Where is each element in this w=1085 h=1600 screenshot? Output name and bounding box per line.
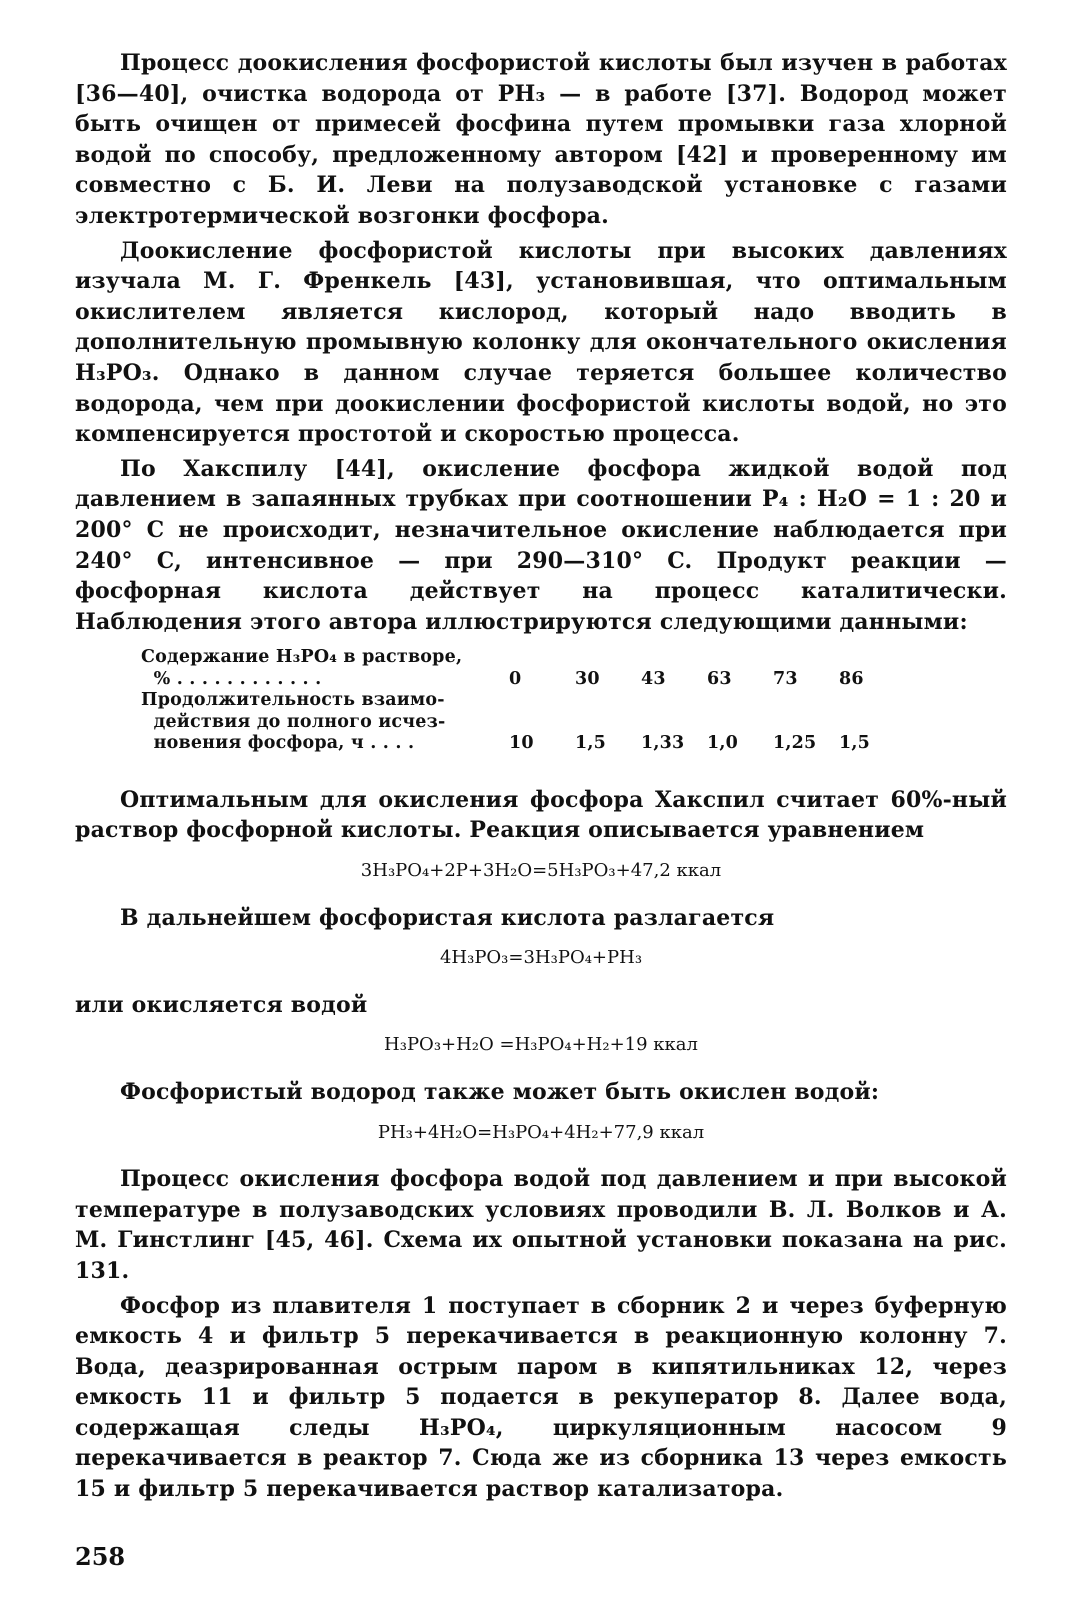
paragraph-or: или окисляется водой [75,991,368,1018]
table-cell: 30 [575,668,600,689]
table-cell: 73 [773,668,798,689]
table-cell: 1,5 [839,733,871,754]
paragraph-2: Доокисление фосфористой кислоты при высоких давлениях изучала М. Г. Френкель [43], установившая, что оптимальным окислителем является кислород, который надо вводить в дополнительную промывную колонку для окончательного окисления H₃PO₃. Однако в данном случае теряется большее количество водорода, чем при доокислении фосфористой кислоты водой, но это компенсируется простотой и скоростью процесса. [75,237,1007,448]
body-text [75,48,1007,1509]
equation-4: PH₃+4H₂O=H₃PO₄+4H₂+77,9 ккал [377,1121,705,1143]
table-cell: 1,25 [773,733,817,754]
paragraph-5: Фосфор из плавителя 1 поступает в сборник 2 и через буферную емкость 4 и фильтр 5 перекачивается в реакционную колонну 7. Вода, деазрированная острым паром в кипятильниках 12, через емкость 11 и фильтр 5 подается в рекуператор 8. Далее вода, содержащая следы H₃PO₄, циркуляционным насосом 9 перекачивается в реактор 7. Сюда же из сборника 13 через емкость 15 и фильтр 5 перекачивается раствор катализатора. [75,1292,1007,1503]
data-table [141,647,1007,755]
table-row2-label: Продолжительность взаимо- действия до полного исчез- новения фосфора, ч . . . . [141,690,446,754]
table-cell: 1,33 [641,733,685,754]
paragraph-4: Процесс окисления фосфора водой под давлением и при высокой температуре в полузаводских условиях проводили В. Л. Волков и А. М. Гинстлинг [45, 46]. Схема их опытной установки показана на рис. 131. [75,1166,1007,1284]
paragraph-decomposition: В дальнейшем фосфористая кислота разлагается [120,904,775,931]
paragraph-3: По Хакспилу [44], окисление фосфора жидкой водой под давлением в запаянных трубках при соотношении P₄ : H₂O = 1 : 20 и 200° C не происходит, незначительное окисление наблюдается при 240° C, интенсивное — при 290—310° C. Продукт реакции — фосфорная кислота действует на процесс каталитически. Наблюдения этого автора иллюстрируются следующими данными: [75,455,1007,635]
table-cell: 86 [839,668,864,689]
table-cell: 43 [641,668,666,689]
table-cell: 1,5 [575,733,607,754]
equation-2: 4H₃PO₃=3H₃PO₄+PH₃ [439,947,643,969]
table-cell: 63 [707,668,732,689]
paragraph-after-table: Оптимальным для окисления фосфора Хакспил считает 60%-ный раствор фосфорной кислоты. Реакция описывается уравнением [75,786,1007,844]
paragraph-phosphine: Фосфористый водород также может быть окислен водой: [120,1078,880,1105]
paragraph-1: Процесс доокисления фосфористой кислоты был изучен в работах [36—40], очистка водорода от PH₃ — в работе [37]. Водород может быть очищен от примесей фосфина путем промывки газа хлорной водой по способу, предложенному автором [42] и проверенному им совместно с Б. И. Леви на полузаводской установке с газами электротермической возгонки фосфора. [75,50,1007,229]
equation-3: H₃PO₃+H₂O =H₃PO₄+H₂+19 ккал [384,1034,698,1056]
table-cell: 10 [509,733,534,754]
table-cell: 1,0 [707,733,739,754]
table-cell: 0 [509,668,522,689]
table-row1-label: Содержание H₃PO₄ в растворе, % . . . . . . . . . . . . [141,647,463,689]
page-number: 258 [75,1542,126,1571]
equation-1: 3H₃PO₄+2P+3H₂O=5H₃PO₃+47,2 ккал [360,859,722,881]
